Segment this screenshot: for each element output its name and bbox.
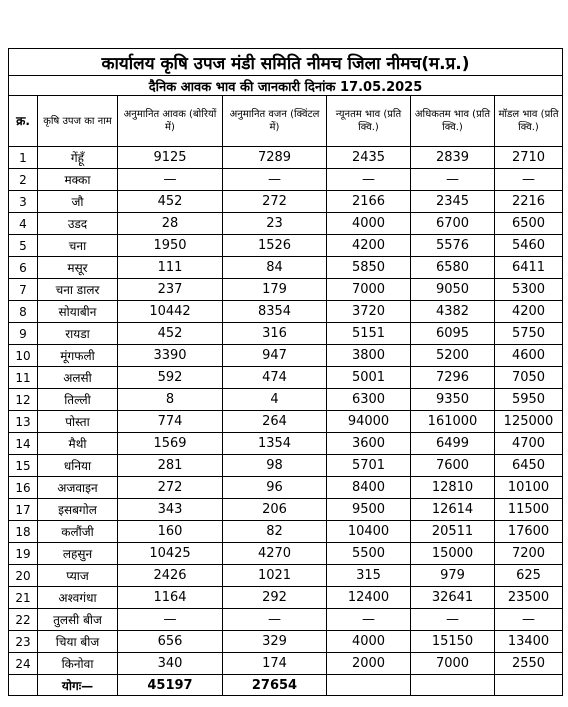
cell-max-price: 6499 [411, 433, 495, 455]
cell-serial-number: 3 [9, 191, 38, 213]
cell-max-price: 15150 [411, 631, 495, 653]
cell-modal-price: 2710 [495, 147, 563, 169]
table-row [9, 147, 563, 169]
cell-modal-price: 4600 [495, 345, 563, 367]
cell-min-price: 5001 [327, 367, 411, 389]
cell-modal-price: 6411 [495, 257, 563, 279]
cell-serial-number: 2 [9, 169, 38, 191]
cell-min-price: 7000 [327, 279, 411, 301]
cell-max-price: 4382 [411, 301, 495, 323]
cell-modal-price: 5460 [495, 235, 563, 257]
cell-serial-number: 7 [9, 279, 38, 301]
cell-arrival-weight: 84 [223, 257, 327, 279]
cell-arrival-bags: 28 [118, 213, 223, 235]
header-min-price: न्यूनतम भाव (प्रति क्वि.) [327, 96, 411, 147]
cell-min-price: — [327, 169, 411, 191]
cell-arrival-bags: 1569 [118, 433, 223, 455]
cell-arrival-weight: 329 [223, 631, 327, 653]
cell-arrival-weight: 179 [223, 279, 327, 301]
cell-serial-number: 13 [9, 411, 38, 433]
table-row [9, 411, 563, 433]
table-row [9, 631, 563, 653]
cell-modal-price: 7200 [495, 543, 563, 565]
table-row [9, 565, 563, 587]
cell-crop-name: तुलसी बीज [38, 609, 118, 631]
cell-min-price: 2435 [327, 147, 411, 169]
cell-arrival-weight: 4270 [223, 543, 327, 565]
cell-modal-price: 17600 [495, 521, 563, 543]
cell-serial-number: 19 [9, 543, 38, 565]
cell-arrival-weight: 272 [223, 191, 327, 213]
table-row [9, 609, 563, 631]
cell-serial-number: 5 [9, 235, 38, 257]
cell-max-price: 6580 [411, 257, 495, 279]
total-arrival-weight: 27654 [223, 675, 327, 696]
cell-arrival-weight: 292 [223, 587, 327, 609]
cell-serial-number: 12 [9, 389, 38, 411]
cell-arrival-bags: 452 [118, 191, 223, 213]
cell-min-price: 6300 [327, 389, 411, 411]
cell-modal-price: 6500 [495, 213, 563, 235]
table-row [9, 433, 563, 455]
cell-min-price: 10400 [327, 521, 411, 543]
table-row [9, 499, 563, 521]
cell-serial-number: 17 [9, 499, 38, 521]
mandi-rate-sheet [8, 48, 562, 696]
cell-crop-name: पोस्ता [38, 411, 118, 433]
cell-serial-number: 11 [9, 367, 38, 389]
cell-max-price: 161000 [411, 411, 495, 433]
cell-max-price: 9350 [411, 389, 495, 411]
daily-arrival-rate-table [8, 48, 563, 696]
cell-arrival-bags: 592 [118, 367, 223, 389]
table-row [9, 169, 563, 191]
cell-arrival-weight: 1526 [223, 235, 327, 257]
cell-crop-name: चिया बीज [38, 631, 118, 653]
cell-min-price: — [327, 609, 411, 631]
cell-crop-name: प्याज [38, 565, 118, 587]
cell-serial-number: 6 [9, 257, 38, 279]
cell-min-price: 2166 [327, 191, 411, 213]
cell-arrival-weight: 96 [223, 477, 327, 499]
cell-max-price: — [411, 169, 495, 191]
header-max-price: अधिकतम भाव (प्रति क्वि.) [411, 96, 495, 147]
cell-arrival-bags: 656 [118, 631, 223, 653]
cell-arrival-bags: 10425 [118, 543, 223, 565]
cell-serial-number: 20 [9, 565, 38, 587]
cell-crop-name: किनोवा [38, 653, 118, 675]
cell-arrival-weight: 474 [223, 367, 327, 389]
report-subtitle: दैनिक आवक भाव की जानकारी दिनांक 17.05.2025 [9, 76, 563, 96]
table-row [9, 301, 563, 323]
header-crop-name: कृषि उपज का नाम [38, 96, 118, 147]
cell-max-price: 12614 [411, 499, 495, 521]
cell-min-price: 9500 [327, 499, 411, 521]
cell-crop-name: अश्वगंधा [38, 587, 118, 609]
cell-arrival-weight: 7289 [223, 147, 327, 169]
table-row [9, 367, 563, 389]
cell-arrival-bags: 281 [118, 455, 223, 477]
cell-max-price: 6095 [411, 323, 495, 345]
cell-crop-name: मसूर [38, 257, 118, 279]
cell-serial-number: 23 [9, 631, 38, 653]
cell-modal-price: 4200 [495, 301, 563, 323]
cell-arrival-weight: 82 [223, 521, 327, 543]
table-row [9, 323, 563, 345]
cell-modal-price: 625 [495, 565, 563, 587]
cell-max-price: 32641 [411, 587, 495, 609]
cell-crop-name: चना [38, 235, 118, 257]
total-row [9, 675, 563, 696]
header-modal-price: मॉडल भाव (प्रति क्वि.) [495, 96, 563, 147]
cell-max-price: 979 [411, 565, 495, 587]
header-arrival-weight: अनुमानित वजन (क्विंटल में) [223, 96, 327, 147]
cell-max-price: 5576 [411, 235, 495, 257]
cell-arrival-bags: 774 [118, 411, 223, 433]
cell-modal-price: 13400 [495, 631, 563, 653]
cell-modal-price: 6450 [495, 455, 563, 477]
cell-min-price: 4000 [327, 213, 411, 235]
cell-serial-number: 15 [9, 455, 38, 477]
cell-arrival-weight: 264 [223, 411, 327, 433]
cell-serial-number: 14 [9, 433, 38, 455]
cell-arrival-weight: 947 [223, 345, 327, 367]
cell-max-price: 9050 [411, 279, 495, 301]
cell-max-price: 20511 [411, 521, 495, 543]
cell-serial-number: 1 [9, 147, 38, 169]
cell-arrival-bags: 1164 [118, 587, 223, 609]
table-row [9, 213, 563, 235]
cell-min-price: 5850 [327, 257, 411, 279]
cell-arrival-weight: 174 [223, 653, 327, 675]
cell-serial-number: 4 [9, 213, 38, 235]
cell-min-price: 5500 [327, 543, 411, 565]
cell-modal-price: 5750 [495, 323, 563, 345]
cell-crop-name: धनिया [38, 455, 118, 477]
cell-serial-number: 8 [9, 301, 38, 323]
cell-min-price: 5701 [327, 455, 411, 477]
cell-serial-number: 16 [9, 477, 38, 499]
table-row [9, 477, 563, 499]
table-row [9, 235, 563, 257]
cell-arrival-weight: 1021 [223, 565, 327, 587]
cell-serial-number: 10 [9, 345, 38, 367]
cell-arrival-bags: 452 [118, 323, 223, 345]
cell-crop-name: गेंहूँ [38, 147, 118, 169]
cell-arrival-weight: 8354 [223, 301, 327, 323]
cell-modal-price: 5300 [495, 279, 563, 301]
cell-arrival-bags: 343 [118, 499, 223, 521]
cell-modal-price: — [495, 169, 563, 191]
table-row [9, 653, 563, 675]
cell-modal-price: 125000 [495, 411, 563, 433]
cell-arrival-bags: 160 [118, 521, 223, 543]
total-arrival-bags: 45197 [118, 675, 223, 696]
cell-crop-name: रायडा [38, 323, 118, 345]
cell-modal-price: 10100 [495, 477, 563, 499]
cell-modal-price: 2216 [495, 191, 563, 213]
table-row [9, 543, 563, 565]
cell-max-price: 2345 [411, 191, 495, 213]
cell-arrival-bags: — [118, 609, 223, 631]
cell-crop-name: इसबगोल [38, 499, 118, 521]
cell-min-price: 8400 [327, 477, 411, 499]
cell-crop-name: अजवाइन [38, 477, 118, 499]
cell-modal-price: 23500 [495, 587, 563, 609]
total-empty-cell [411, 675, 495, 696]
cell-serial-number: 24 [9, 653, 38, 675]
cell-serial-number: 18 [9, 521, 38, 543]
cell-modal-price: 5950 [495, 389, 563, 411]
cell-arrival-weight: 316 [223, 323, 327, 345]
cell-modal-price: 2550 [495, 653, 563, 675]
total-label: योगः— [38, 675, 118, 696]
total-empty-cell [9, 675, 38, 696]
cell-min-price: 4200 [327, 235, 411, 257]
cell-min-price: 3720 [327, 301, 411, 323]
cell-serial-number: 22 [9, 609, 38, 631]
table-row [9, 279, 563, 301]
cell-crop-name: मक्का [38, 169, 118, 191]
cell-arrival-bags: 272 [118, 477, 223, 499]
cell-modal-price: 7050 [495, 367, 563, 389]
table-row [9, 587, 563, 609]
cell-min-price: 94000 [327, 411, 411, 433]
table-row [9, 257, 563, 279]
cell-crop-name: उडद [38, 213, 118, 235]
cell-crop-name: मूंगफली [38, 345, 118, 367]
cell-min-price: 5151 [327, 323, 411, 345]
cell-arrival-bags: 3390 [118, 345, 223, 367]
cell-arrival-weight: 98 [223, 455, 327, 477]
cell-arrival-bags: 2426 [118, 565, 223, 587]
cell-arrival-bags: 1950 [118, 235, 223, 257]
cell-arrival-weight: 1354 [223, 433, 327, 455]
table-row [9, 521, 563, 543]
cell-crop-name: लहसुन [38, 543, 118, 565]
table-row [9, 191, 563, 213]
cell-crop-name: सोयाबीन [38, 301, 118, 323]
cell-arrival-bags: 8 [118, 389, 223, 411]
cell-arrival-bags: 237 [118, 279, 223, 301]
cell-crop-name: मैथी [38, 433, 118, 455]
cell-min-price: 12400 [327, 587, 411, 609]
table-body [9, 147, 563, 675]
cell-max-price: 7296 [411, 367, 495, 389]
cell-crop-name: तिल्ली [38, 389, 118, 411]
cell-max-price: 15000 [411, 543, 495, 565]
cell-max-price: 7600 [411, 455, 495, 477]
header-arrival-bags: अनुमानित आवक (बोरियों में) [118, 96, 223, 147]
cell-min-price: 2000 [327, 653, 411, 675]
cell-crop-name: चना डालर [38, 279, 118, 301]
cell-serial-number: 21 [9, 587, 38, 609]
total-empty-cell [327, 675, 411, 696]
cell-modal-price: 11500 [495, 499, 563, 521]
cell-max-price: 6700 [411, 213, 495, 235]
cell-arrival-weight: 206 [223, 499, 327, 521]
cell-arrival-weight: 23 [223, 213, 327, 235]
cell-arrival-weight: — [223, 169, 327, 191]
cell-arrival-bags: 9125 [118, 147, 223, 169]
table-row [9, 389, 563, 411]
cell-arrival-bags: 340 [118, 653, 223, 675]
cell-modal-price: — [495, 609, 563, 631]
cell-modal-price: 4700 [495, 433, 563, 455]
cell-arrival-bags: 10442 [118, 301, 223, 323]
cell-min-price: 3600 [327, 433, 411, 455]
cell-max-price: 2839 [411, 147, 495, 169]
cell-crop-name: अलसी [38, 367, 118, 389]
cell-max-price: 12810 [411, 477, 495, 499]
cell-max-price: — [411, 609, 495, 631]
header-serial-number: क्र. [9, 96, 38, 147]
cell-min-price: 315 [327, 565, 411, 587]
cell-crop-name: जौ [38, 191, 118, 213]
cell-max-price: 5200 [411, 345, 495, 367]
cell-arrival-weight: 4 [223, 389, 327, 411]
office-title: कार्यालय कृषि उपज मंडी समिति नीमच जिला नीमच(म.प्र.) [9, 49, 563, 76]
total-empty-cell [495, 675, 563, 696]
table-row [9, 345, 563, 367]
table-row [9, 455, 563, 477]
cell-arrival-weight: — [223, 609, 327, 631]
cell-max-price: 7000 [411, 653, 495, 675]
cell-arrival-bags: 111 [118, 257, 223, 279]
cell-min-price: 4000 [327, 631, 411, 653]
cell-min-price: 3800 [327, 345, 411, 367]
cell-crop-name: कलौंजी [38, 521, 118, 543]
cell-arrival-bags: — [118, 169, 223, 191]
cell-serial-number: 9 [9, 323, 38, 345]
